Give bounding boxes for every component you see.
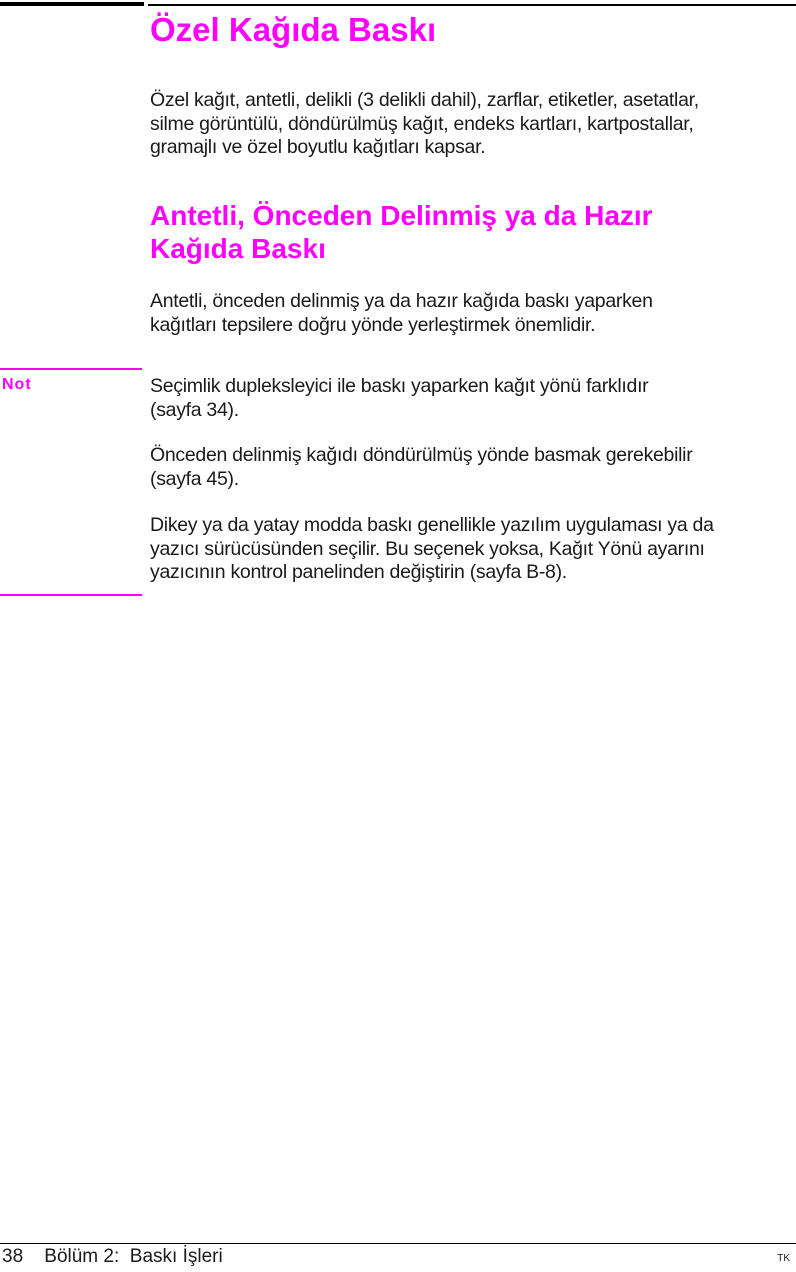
note-line: (sayfa 45). — [150, 467, 239, 490]
note-line: (sayfa 34). — [150, 398, 239, 421]
top-rule-thin — [148, 4, 796, 6]
note-line: Önceden delinmiş kağıdı döndürülmüş yönde basmak gerekebilir — [150, 444, 693, 466]
note-paragraph-2 — [150, 444, 692, 491]
note-paragraph-3 — [150, 514, 714, 585]
note-top-rule — [0, 368, 142, 370]
chapter-title: Bölüm 2: Baskı İşleri — [44, 1246, 223, 1267]
subsection-title-line: Kağıda Baskı — [150, 233, 326, 264]
note-paragraph-1 — [150, 375, 648, 422]
note-line: Dikey ya da yatay modda baskı genellikle yazılım uygulaması ya da — [150, 514, 714, 536]
note-line: Seçimlik dupleksleyici ile baskı yaparken kağıt yönü farklıdır — [150, 375, 649, 397]
subsection-line: kağıtları tepsilere doğru yönde yerleştirmek önemlidir. — [150, 313, 596, 336]
intro-line: gramajlı ve özel boyutlu kağıtları kapsar. — [150, 136, 486, 158]
section-title: Özel Kağıda Baskı — [150, 11, 437, 48]
subsection-line: Antetli, önceden delinmiş ya da hazır kağıda baskı yaparken — [150, 290, 653, 312]
subsection-paragraph — [150, 290, 653, 337]
language-code: TK — [777, 1253, 790, 1264]
footer-page-info — [2, 1246, 223, 1268]
subsection-title-line: Antetli, Önceden Delinmiş ya da Hazır — [150, 200, 653, 231]
subsection-title — [150, 199, 653, 265]
intro-line: silme görüntülü, döndürülmüş kağıt, endeks kartları, kartpostallar, — [150, 112, 694, 135]
note-label: Not — [2, 376, 32, 393]
page-number: 38 — [2, 1246, 24, 1267]
intro-paragraph — [150, 89, 699, 160]
top-rule-thick — [0, 2, 144, 6]
note-line: yazıcının kontrol panelinden değiştirin (sayfa B-8). — [150, 561, 567, 583]
note-bottom-rule — [0, 594, 142, 596]
intro-line: Özel kağıt, antetli, delikli (3 delikli dahil), zarflar, etiketler, asetatlar, — [150, 89, 699, 111]
note-line: yazıcı sürücüsünden seçilir. Bu seçenek yoksa, Kağıt Yönü ayarını — [150, 537, 705, 560]
footer-rule — [0, 1243, 796, 1244]
